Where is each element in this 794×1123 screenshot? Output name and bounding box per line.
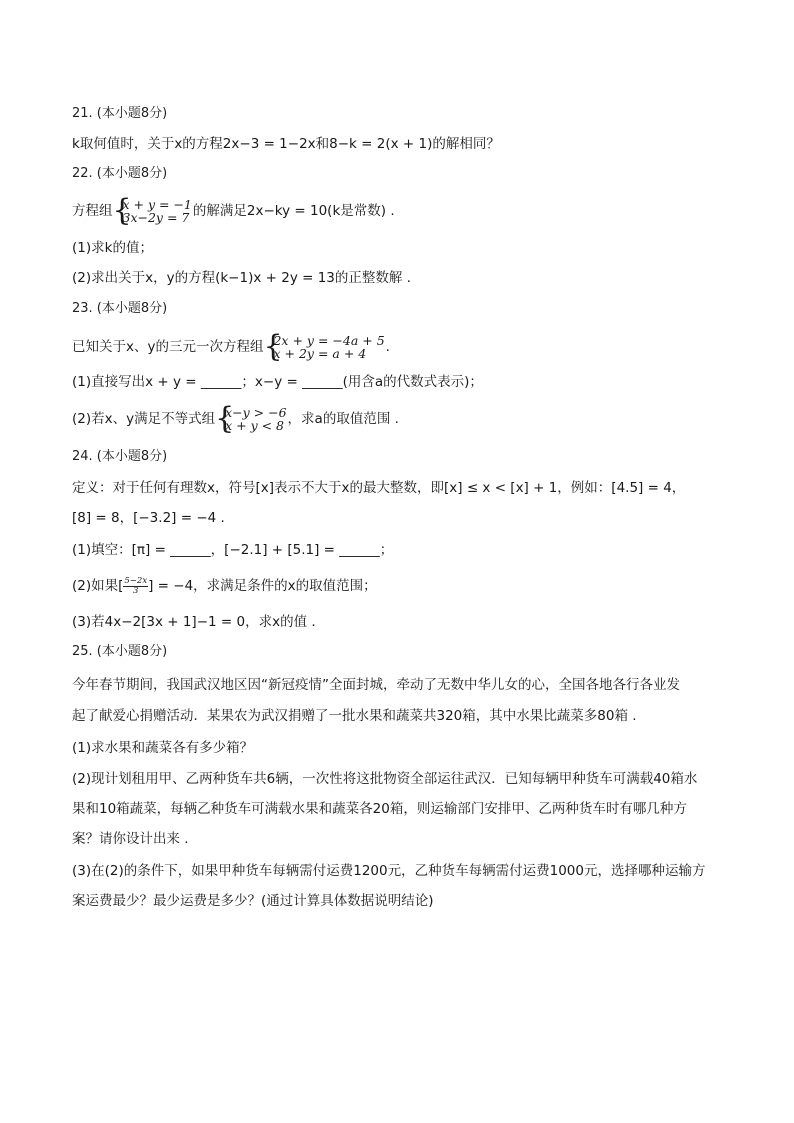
q25-header: 25. (本小题8分): [72, 644, 168, 659]
q24-fraction-numerator: 5−2x: [124, 575, 148, 586]
q23-header: 23. (本小题8分): [72, 301, 168, 316]
q23-part2-suffix: ，求a的取值范围 .: [287, 411, 399, 427]
q21-text: k取何值时，关于x的方程2x−3 = 1−2x和8−k = 2(x + 1)的解相同？: [72, 136, 500, 152]
q24-part2-prefix: (2)如果[: [72, 578, 124, 594]
q22-intro-suffix: 的解满足2x−ky = 10(k是常数) .: [192, 203, 395, 219]
q24-definition-line1: 定义：对于任何有理数x，符号[x]表示不大于x的最大整数，即[x] ≤ x < [x] + 1，例如：[4.5] = 4，: [72, 480, 686, 496]
q22-equation-system: [114, 198, 192, 224]
q23-part1: (1)直接写出x + y = ______；x−y = ______(用含a的代数式表示)；: [72, 374, 483, 390]
q24-part1: (1)填空：[π] = ______，[−2.1] + [5.1] = ______；: [72, 542, 394, 558]
q25-part3-line2: 案运费最少？最少运费是多少？(通过计算具体数据说明结论): [72, 893, 434, 909]
q23-intro: [72, 334, 390, 360]
q25-part2-line1: (2)现计划租用甲、乙两种货车共6辆，一次性将这批物资全部运往武汉．已知每辆甲种货车可满载40箱水: [72, 771, 698, 787]
q23-equation-system: [264, 334, 384, 360]
q24-part2-suffix: ] = −4，求满足条件的x的取值范围；: [148, 578, 377, 594]
q22-part1: (1)求k的值；: [72, 240, 153, 256]
q25-part2-line3: 案？请你设计出来 .: [72, 831, 189, 847]
q23-eq1: { 2x + y = −4a + 5: [273, 333, 385, 348]
q23-intro-suffix: .: [385, 339, 390, 355]
q21-header: 21. (本小题8分): [72, 106, 168, 121]
q23-ineq2: x + y < 8: [225, 418, 285, 433]
q24-header: 24. (本小题8分): [72, 449, 168, 464]
q22-eq2: 3x−2y = 7: [122, 210, 190, 225]
q22-intro-prefix: 方程组: [72, 203, 113, 219]
q24-part2: [72, 576, 377, 596]
q22-intro: [72, 198, 395, 224]
q24-fraction-denominator: 3: [133, 585, 139, 596]
q25-part3-line1: (3)在(2)的条件下，如果甲种货车每辆需付运费1200元，乙种货车每辆需付运费1000元，选择哪种运输方: [72, 863, 706, 879]
q25-intro-line2: 起了献爱心捐赠活动．某果农为武汉捐赠了一批水果和蔬菜共320箱，其中水果比蔬菜多80箱 .: [72, 708, 637, 724]
q24-fraction: [123, 577, 148, 596]
q23-ineq1: { x−y > −6: [225, 405, 287, 420]
q23-part2: [72, 406, 399, 432]
q23-eq2: x + 2y = a + 4: [273, 346, 367, 361]
q22-header: 22. (本小题8分): [72, 166, 168, 181]
q23-inequality-system: [216, 406, 286, 432]
q25-part1: (1)求水果和蔬菜各有多少箱？: [72, 740, 254, 756]
q22-eq1: { x + y = −1: [122, 197, 192, 212]
q22-part2: (2)求出关于x，y的方程(k−1)x + 2y = 13的正整数解 .: [72, 270, 411, 286]
q23-part2-prefix: (2)若x、y满足不等式组: [72, 411, 216, 427]
q25-intro-line1: 今年春节期间，我国武汉地区因“新冠疫情”全面封城，牵动了无数中华儿女的心，全国各地各行各业发: [72, 677, 680, 693]
q24-part3: (3)若4x−2[3x + 1]−1 = 0，求x的值 .: [72, 614, 316, 630]
q23-intro-prefix: 已知关于x、y的三元一次方程组: [72, 339, 264, 355]
q24-definition-line2: [8] = 8，[−3.2] = −4 .: [72, 510, 225, 526]
q25-part2-line2: 果和10箱蔬菜，每辆乙种货车可满载水果和蔬菜各20箱，则运输部门安排甲、乙两种货车时有哪几种方: [72, 801, 687, 817]
